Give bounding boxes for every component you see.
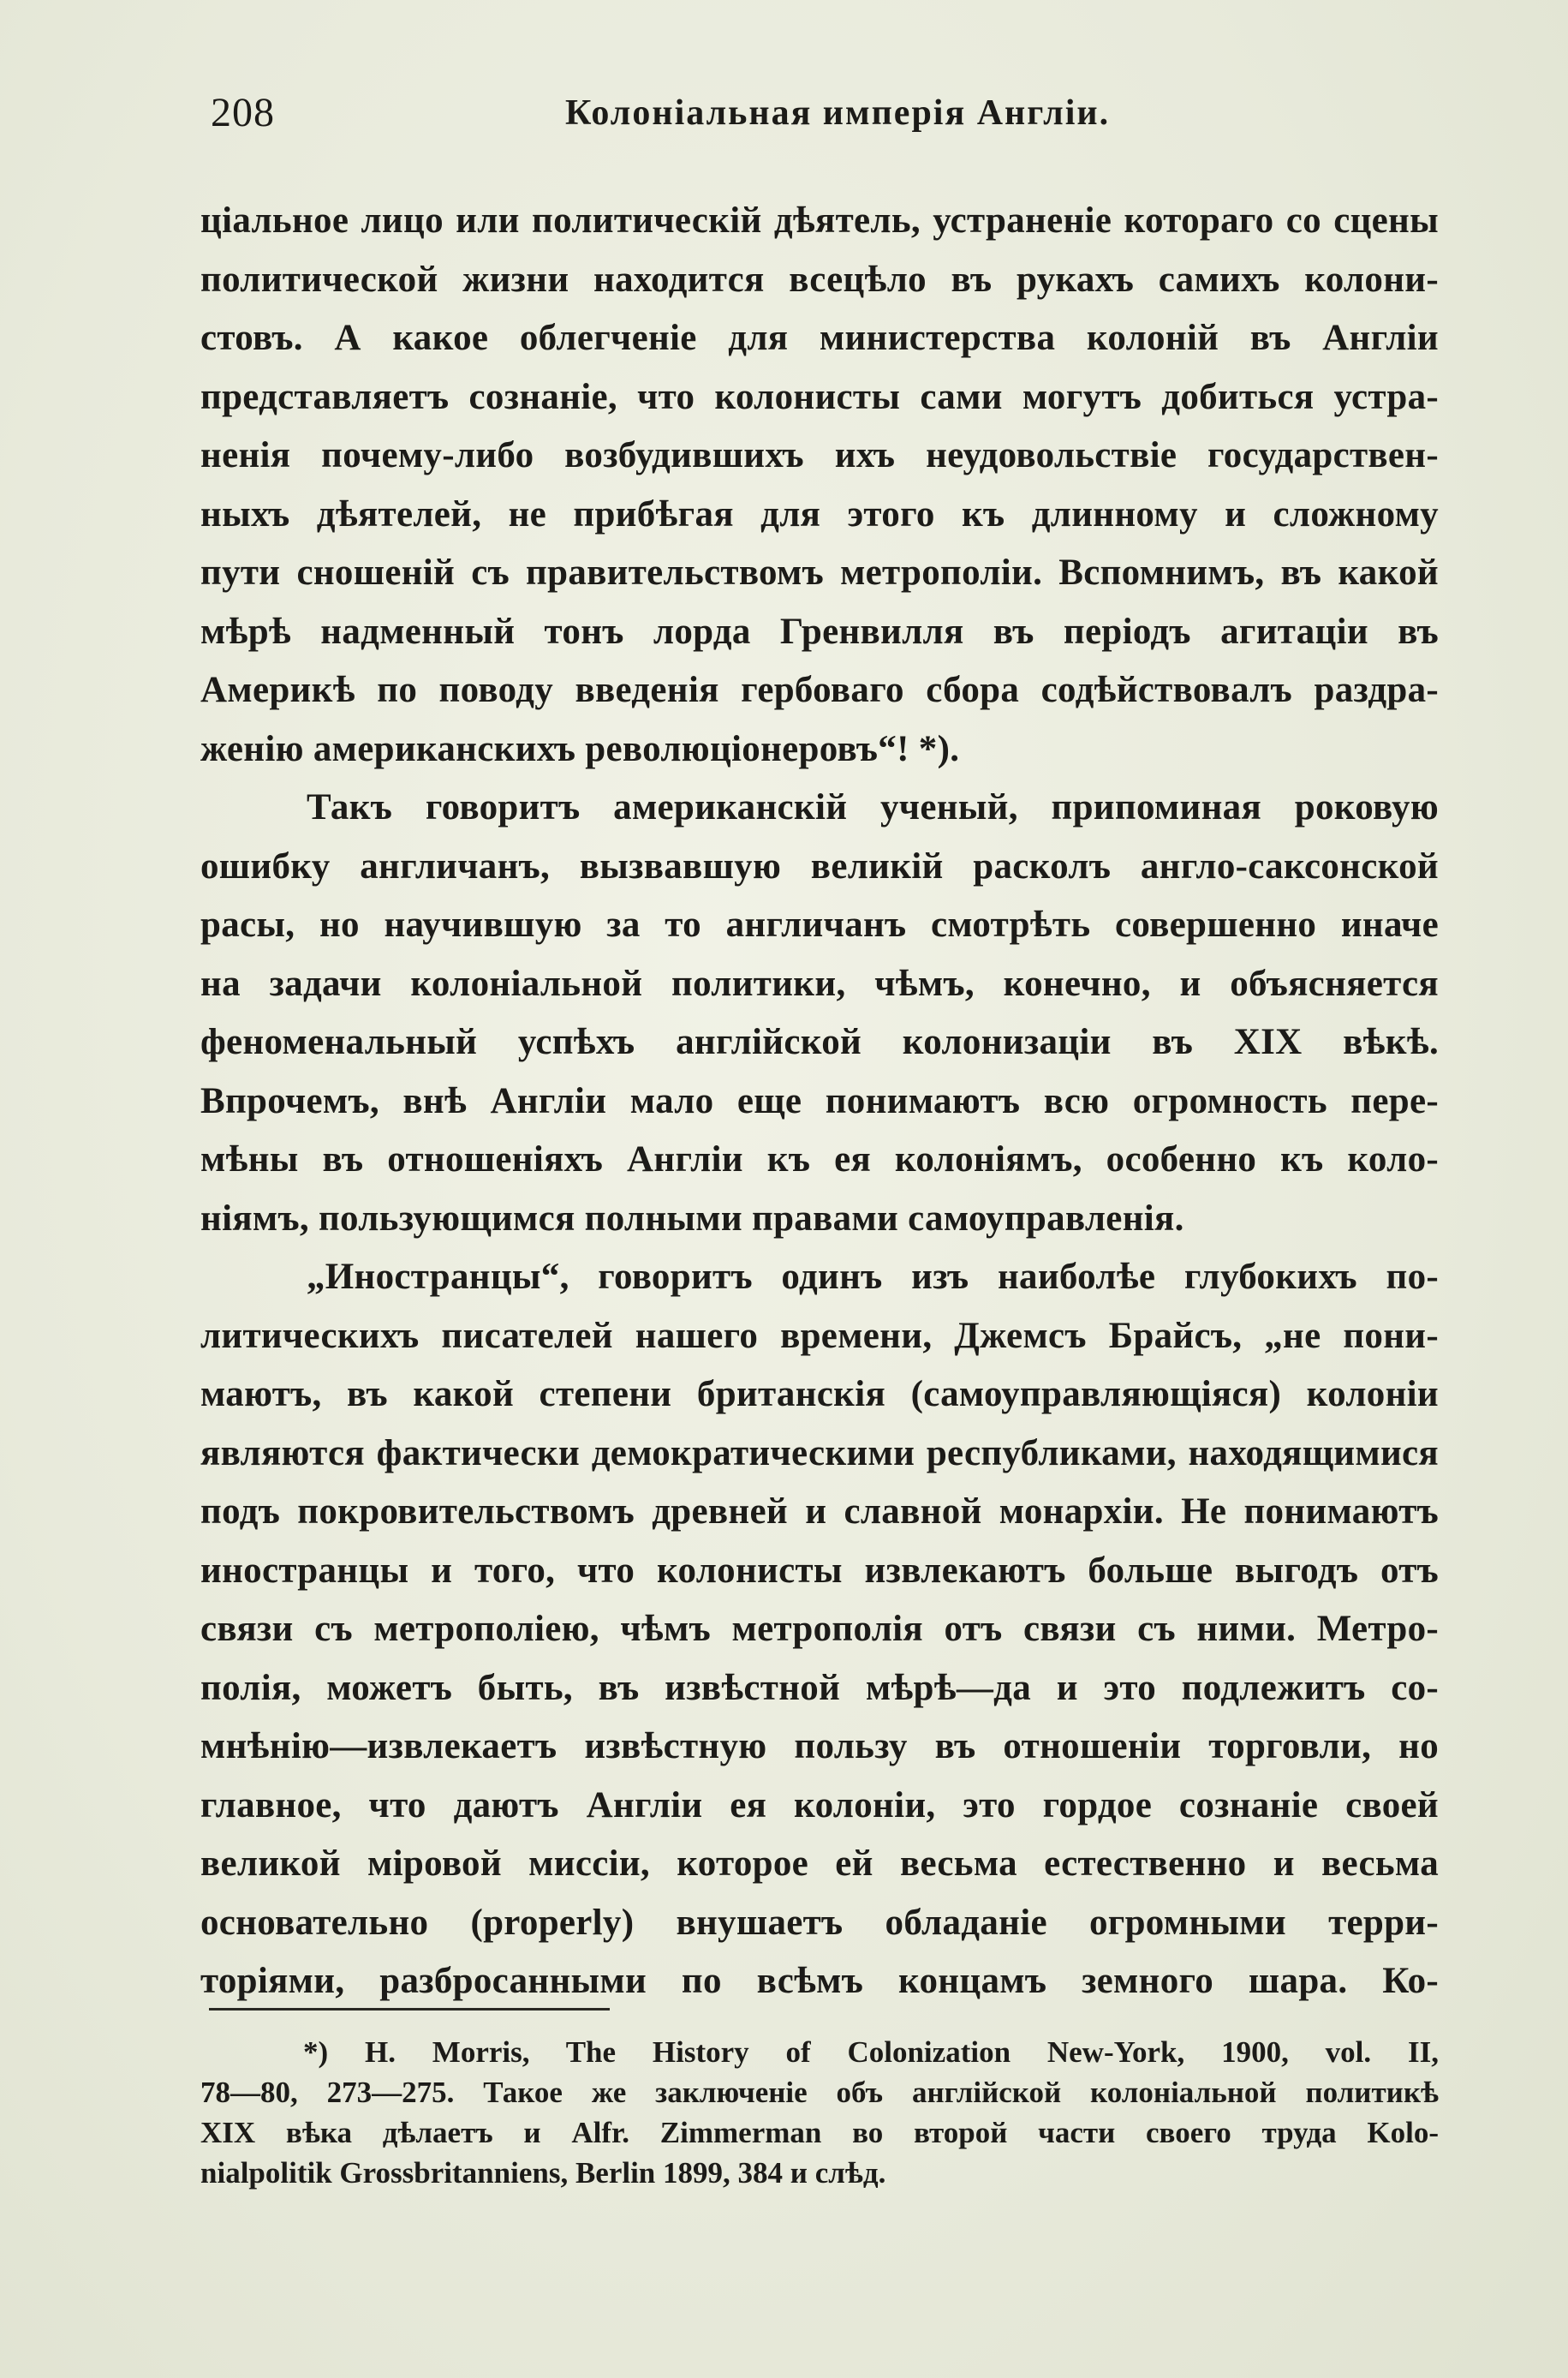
footnote-line: XIX вѣка дѣлаетъ и Alfr. Zimmerman во второй части своего труда Kolo-	[200, 2116, 1439, 2149]
page-number: 208	[211, 90, 275, 135]
text-line: мѣны въ отношеніяхъ Англіи къ ея колоніямъ, особенно къ коло-	[200, 1139, 1439, 1180]
running-title: Колоніальная имперія Англіи.	[565, 93, 1111, 133]
footnote-line: *) H. Morris, The History of Colonization New-York, 1900, vol. II,	[303, 2035, 1439, 2069]
main-text	[200, 192, 1439, 2011]
text-line: стовъ. А какое облегченіе для министерства колоній въ Англіи	[200, 318, 1439, 358]
footnote-line: 78—80, 273—275. Такое же заключеніе объ англійской колоніальной политикѣ	[200, 2076, 1439, 2109]
footnote-line: nialpolitik Grossbritanniens, Berlin 1899, 384 и слѣд.	[200, 2156, 886, 2190]
text-line: маютъ, въ какой степени британскія (самоуправляющіяся) колоніи	[200, 1374, 1439, 1414]
text-line: являются фактически демократическими республиками, находящимися	[200, 1432, 1439, 1473]
text-line: мѣрѣ надменный тонъ лорда Гренвилля въ періодъ агитаціи въ	[200, 611, 1439, 652]
text-line: ныхъ дѣятелей, не прибѣгая для этого къ длинному и сложному	[200, 493, 1439, 535]
page-header	[206, 89, 1439, 149]
text-line: „Иностранцы“, говоритъ одинъ изъ наиболѣе глубокихъ по-	[307, 1257, 1439, 1297]
text-line: ціальное лицо или политическій дѣятель, устраненіе котораго со сцены	[200, 200, 1439, 241]
text-line: феноменальный успѣхъ англійской колонизаціи въ XIX вѣкѣ.	[200, 1022, 1439, 1062]
text-line: женію американскихъ революціонеровъ“! *).	[200, 728, 960, 769]
text-line: связи съ метрополіею, чѣмъ метрополія отъ связи съ ними. Метро-	[200, 1609, 1439, 1649]
footnote	[200, 2032, 1439, 2193]
text-line: мнѣнію—извлекаетъ извѣстную пользу въ отношеніи торговли, но	[200, 1726, 1439, 1766]
text-line: на задачи колоніальной политики, чѣмъ, конечно, и объясняется	[200, 963, 1439, 1004]
text-line: Америкѣ по поводу введенія гербоваго сбора содѣйствовалъ раздра-	[200, 670, 1439, 710]
text-line: иностранцы и того, что колонисты извлекаютъ больше выгодъ отъ	[200, 1550, 1439, 1591]
text-line: ніямъ, пользующимся полными правами самоуправленія.	[200, 1198, 1184, 1239]
text-line: великой міровой миссіи, которое ей весьма естественно и весьма	[200, 1843, 1439, 1884]
footnote-divider	[209, 2008, 610, 2011]
text-line: ошибку англичанъ, вызвавшую великій расколъ англо-саксонской	[200, 845, 1439, 887]
text-line: торіями, разбросанными по всѣмъ концамъ земного шара. Ко-	[200, 1961, 1439, 2001]
text-line: пути сношеній съ правительствомъ метрополіи. Вспомнимъ, въ какой	[200, 553, 1439, 593]
text-line: полія, можетъ быть, въ извѣстной мѣрѣ—да и это подлежитъ со-	[200, 1667, 1439, 1708]
text-line: главное, что даютъ Англіи ея колоніи, это гордое сознаніе своей	[200, 1784, 1439, 1825]
text-line: политической жизни находится всецѣло въ рукахъ самихъ колони-	[200, 259, 1439, 300]
text-line: ненія почему-либо возбудившихъ ихъ неудовольствіе государствен-	[200, 435, 1439, 475]
text-line: Впрочемъ, внѣ Англіи мало еще понимаютъ всю огромность пере-	[200, 1080, 1439, 1121]
text-line: подъ покровительствомъ древней и славной монархіи. Не понимаютъ	[200, 1491, 1439, 1532]
text-line: основательно (properly) внушаетъ обладаніе огромными терри-	[200, 1902, 1439, 1943]
text-line: Такъ говоритъ американскій ученый, припоминая роковую	[307, 787, 1439, 828]
text-line: расы, но научившую за то англичанъ смотрѣть совершенно иначе	[200, 905, 1439, 945]
text-line: литическихъ писателей нашего времени, Джемсъ Брайсъ, „не пони-	[200, 1315, 1439, 1356]
text-line: представляетъ сознаніе, что колонисты сами могутъ добиться устра-	[200, 376, 1439, 417]
